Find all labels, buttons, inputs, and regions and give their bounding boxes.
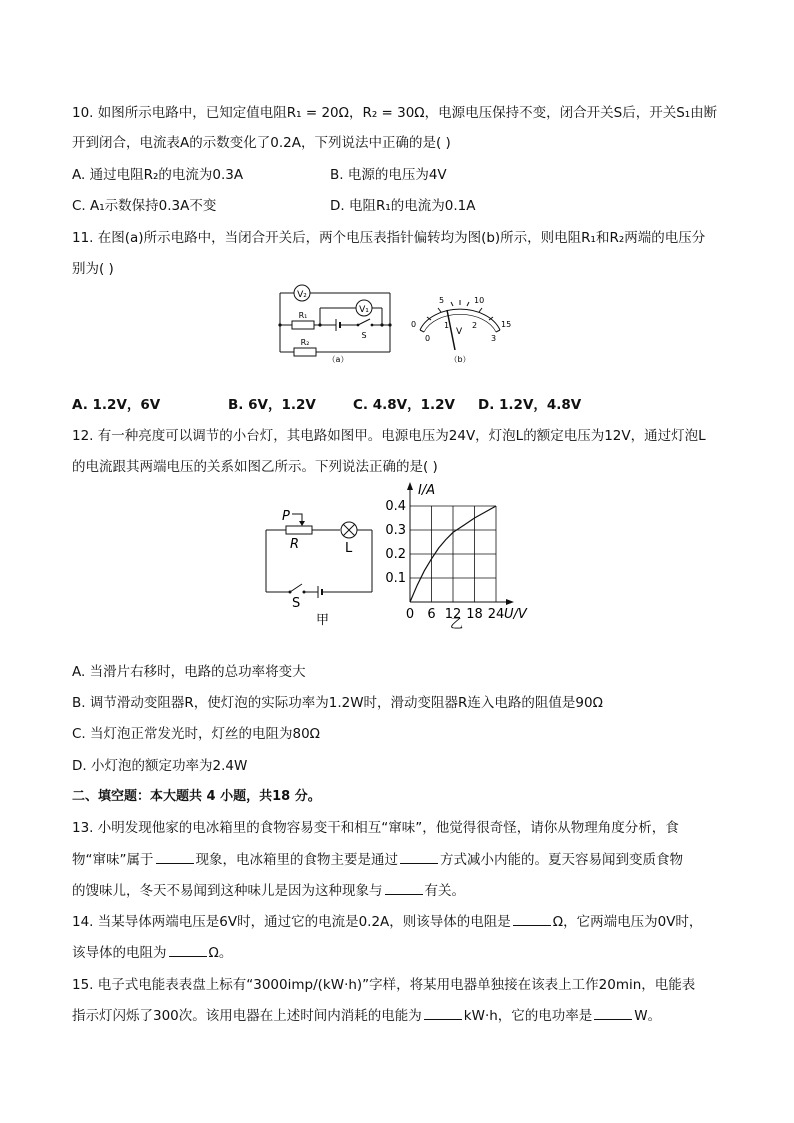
r1-label: R₁ [298, 311, 308, 320]
q10-option-c: C. A₁示数保持0.3A不变 [72, 198, 217, 214]
meter-label-bottom-0: 0 [425, 334, 431, 343]
meter-label-top-5: 5 [439, 296, 445, 305]
q13-text-d: 的馊味儿，冬天不易闻到这种味儿是因为这种现象与 [72, 883, 383, 899]
meter-label-right: 15 [501, 320, 512, 329]
q13-blank-2 [400, 851, 438, 864]
q15-blank-1 [424, 1007, 462, 1020]
chart-x-tick-label: 6 [427, 607, 436, 622]
chart-x-tick-label: 12 [444, 607, 462, 622]
q15-text-c: W。 [634, 1008, 662, 1024]
q12-stem-line2: 的电流跟其两端电压的关系如图乙所示。下列说法正确的是( ) [72, 459, 438, 475]
chart-y-tick-label: 0.1 [385, 571, 406, 586]
chart-y-tick-label: 0.3 [385, 523, 406, 538]
chart-x-tick-label: 24 [487, 607, 505, 622]
q13-line1: 13. 小明发现他家的电冰箱里的食物容易变干和相互“窜味”，他觉得很奇怪，请你从物理角度分析，食 [72, 820, 679, 836]
q11-circuit-figure-a [270, 280, 400, 365]
q13-text-c: 方式减小内能的。夏天容易闻到变质食物 [440, 852, 683, 868]
rheostat-r-label: R [290, 537, 300, 552]
q14-text-a: 14. 当某导体两端电压是6V时，通过它的电流是0.2A，则该导体的电阻是 [72, 914, 511, 930]
q14-text-d: Ω。 [208, 945, 233, 961]
chart-tick-labels [385, 499, 504, 622]
meter-v-label: V [456, 327, 463, 337]
q11-option-c: C. 4.8V，1.2V [353, 397, 455, 413]
meter-label-top-10: 10 [474, 296, 485, 305]
q11-option-d: D. 1.2V，4.8V [478, 397, 582, 413]
q10-option-d: D. 电阻R₁的电流为0.1A [330, 198, 476, 214]
q14-line1 [72, 912, 702, 932]
meter-label-bottom-1: 1 [444, 321, 450, 330]
q14-blank-1 [513, 913, 551, 926]
chart-x-tick-label: 18 [466, 607, 483, 622]
caption-yi: 乙 [450, 617, 464, 632]
r2-label: R₂ [300, 338, 310, 347]
q10-stem-line1: 10. 如图所示电路中，已知定值电阻R₁ = 20Ω，R₂ = 30Ω，电源电压保持不变，闭合开关S后，开关S₁由断 [72, 105, 718, 121]
q13-line3 [72, 881, 465, 901]
v2-label: V₂ [297, 290, 307, 300]
q11-voltmeter-figure-b [400, 290, 520, 365]
chart-y-tick-label: 0.4 [385, 499, 406, 514]
chart-y-axis-arrow [407, 482, 413, 490]
q12-option-b: B. 调节滑动变阻器R，使灯泡的实际功率为1.2W时，滑动变阻器R连入电路的阻值是90Ω [72, 695, 603, 711]
q12-option-c: C. 当灯泡正常发光时，灯丝的电阻为80Ω [72, 726, 321, 742]
chart-y-axis-label: I/A [418, 483, 436, 498]
meter-label-bottom-2: 2 [472, 321, 478, 330]
section-2-heading: 二、填空题：本大题共 4 小题，共18 分。 [72, 789, 321, 804]
q12-iu-chart [380, 478, 540, 633]
q11-stem-line1: 11. 在图(a)所示电路中，当闭合开关后，两个电压表指针偏转均为图(b)所示，则电阻R₁和R₂两端的电压分 [72, 230, 706, 246]
q10-stem-line2: 开到闭合，电流表A的示数变化了0.2A，下列说法中正确的是( ) [72, 135, 451, 151]
q15-blank-2 [594, 1007, 632, 1020]
switch-label: S [361, 331, 367, 340]
q13-text-a: 物“窜味”属于 [72, 852, 154, 868]
q15-text-b: kW·h，它的电功率是 [463, 1008, 593, 1024]
q11-option-a: A. 1.2V，6V [72, 397, 161, 413]
q14-line2 [72, 943, 232, 963]
q15-line1: 15. 电子式电能表表盘上标有“3000imp/(kW·h)”字样，将某用电器单独接在该表上工作20min，电能表 [72, 977, 696, 993]
q13-text-e: 有关。 [424, 883, 465, 899]
q14-blank-2 [169, 944, 207, 957]
q11-stem-line2: 别为( ) [72, 261, 114, 277]
meter-label-left: 0 [411, 320, 417, 329]
q10-option-a: A. 通过电阻R₂的电流为0.3A [72, 167, 244, 183]
q11-option-b: B. 6V，1.2V [228, 397, 316, 413]
chart-x-tick-label: 0 [405, 607, 415, 622]
q12-stem-line1: 12. 有一种亮度可以调节的小台灯，其电路如图甲。电源电压为24V，灯泡L的额定电压为12V，通过灯泡L [72, 428, 706, 444]
chart-x-axis-arrow [506, 599, 514, 605]
q15-line2 [72, 1006, 661, 1026]
q12-circuit-figure-jia [258, 500, 383, 630]
q13-text-b: 现象，电冰箱里的食物主要是通过 [195, 852, 398, 868]
caption-jia: 甲 [316, 613, 330, 628]
q13-line2 [72, 850, 683, 870]
caption-b: （b） [449, 355, 471, 364]
q14-text-b: Ω，它两端电压为0V时， [552, 914, 703, 930]
v1-label: V₁ [359, 305, 369, 315]
q13-blank-1 [156, 851, 194, 864]
caption-a: （a） [327, 355, 349, 364]
chart-y-tick-label: 0.2 [385, 547, 406, 562]
chart-axes [407, 482, 514, 605]
q14-text-c: 该导体的电阻为 [72, 945, 167, 961]
switch-s-label: S [292, 596, 301, 611]
q10-option-b: B. 电源的电压为4V [330, 167, 447, 183]
q13-blank-3 [385, 882, 423, 895]
q12-option-d: D. 小灯泡的额定功率为2.4W [72, 758, 248, 774]
lamp-l-label: L [345, 541, 353, 556]
chart-grid [410, 506, 496, 602]
meter-label-bottom-3: 3 [491, 334, 497, 343]
chart-x-axis-label: U/V [504, 607, 527, 622]
q12-option-a: A. 当滑片右移时，电路的总功率将变大 [72, 664, 306, 680]
q15-text-a: 指示灯闪烁了300次。该用电器在上述时间内消耗的电能为 [72, 1008, 422, 1024]
slider-p-label: P [282, 509, 290, 524]
